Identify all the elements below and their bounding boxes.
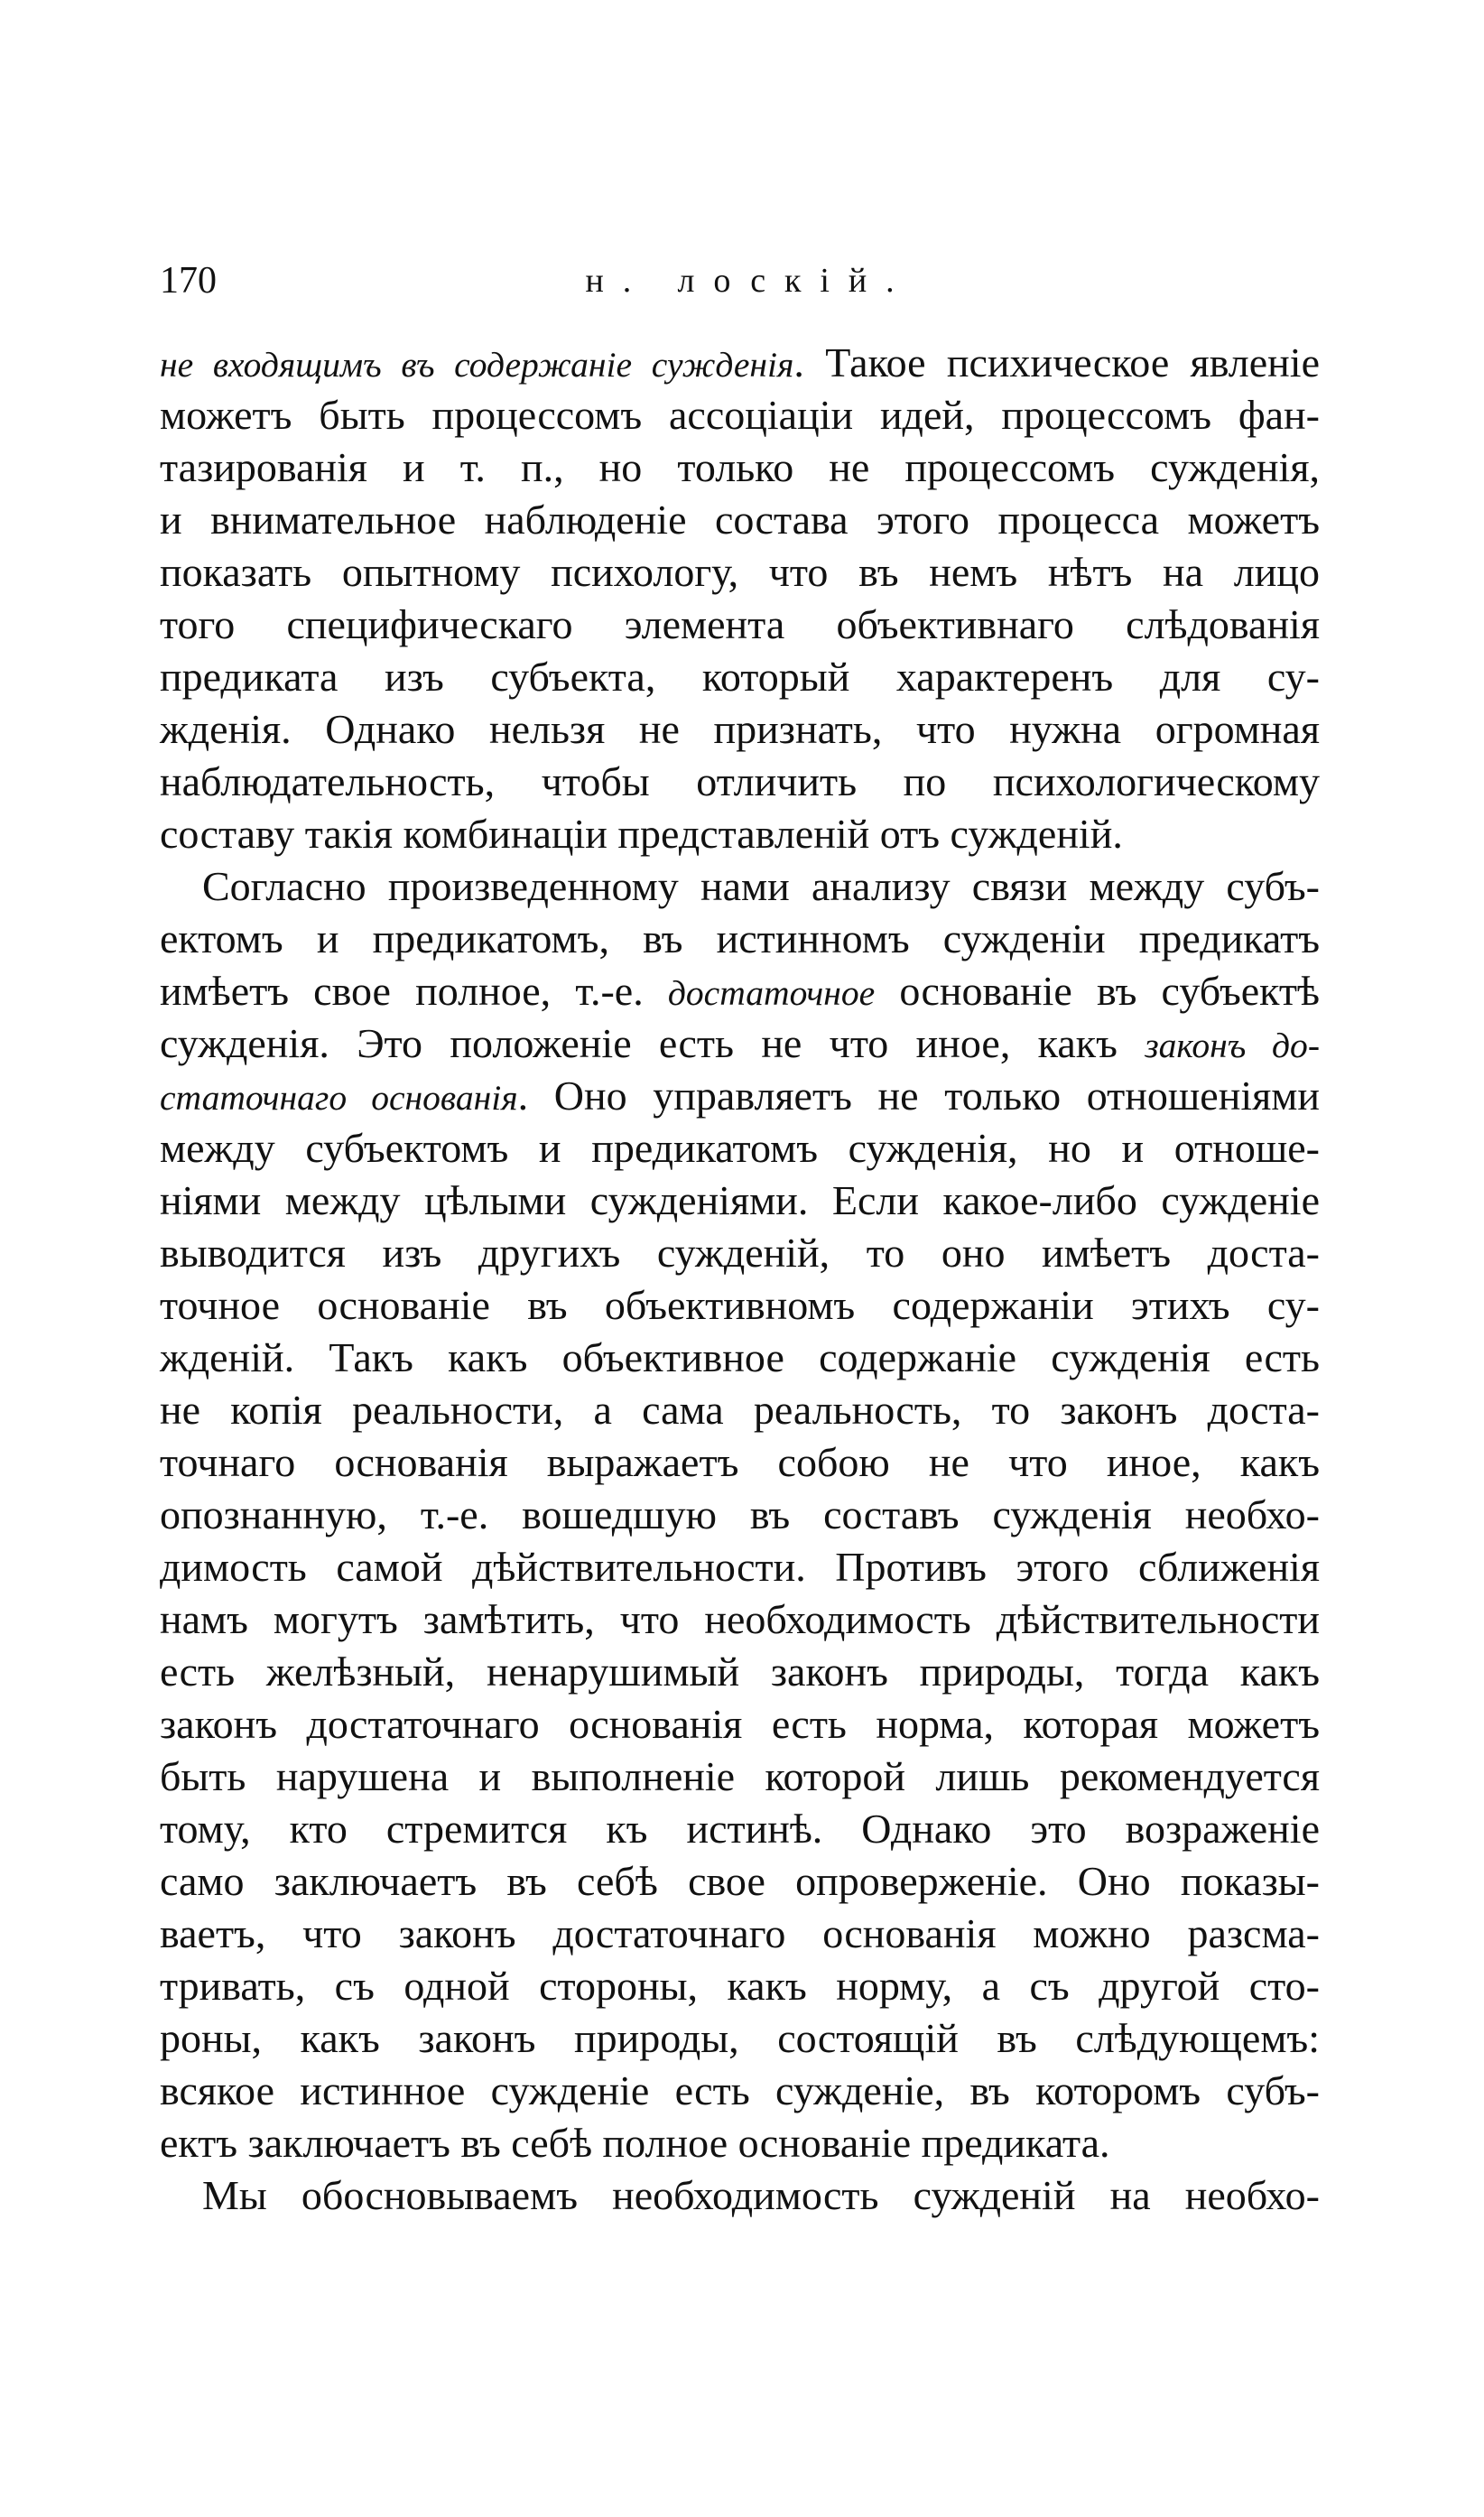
text-line [160, 1698, 1320, 1751]
text-segment: точное основаніе въ объективномъ содержаніи этихъ су- [160, 1282, 1320, 1328]
italic-text: законъ до- [1145, 1026, 1320, 1065]
text-line [160, 2065, 1320, 2117]
text-segment: жденій. Такъ какъ объективное содержаніе сужденія есть [160, 1334, 1320, 1380]
text-segment: тому, кто стремится къ истинѣ. Однако это возраженіе [160, 1806, 1320, 1852]
text-line [160, 808, 1320, 860]
italic-text: достаточное [667, 973, 876, 1013]
text-segment: можетъ быть процессомъ ассоціаціи идей, процессомъ фан- [160, 392, 1320, 438]
text-segment: ектъ заключаетъ въ себѣ полное основаніе предиката. [160, 2120, 1110, 2166]
text-line [160, 1541, 1320, 1593]
text-line [160, 860, 1320, 913]
text-segment: тривать, съ одной стороны, какъ норму, а съ другой сто- [160, 1963, 1320, 2009]
text-segment: точнаго основанія выражаетъ собою не что иное, какъ [160, 1439, 1320, 1485]
text-segment: роны, какъ законъ природы, состоящій въ слѣдующемъ: [160, 2015, 1320, 2061]
italic-text: не входящимъ въ содержаніе сужденія [160, 345, 794, 385]
text-line [160, 1332, 1320, 1384]
text-line [160, 1070, 1320, 1122]
text-segment: того специфическаго элемента объективнаго слѣдованія [160, 601, 1320, 647]
text-line [160, 1279, 1320, 1332]
text-segment: показать опытному психологу, что въ немъ нѣтъ на лицо [160, 549, 1320, 595]
text-line [160, 1227, 1320, 1279]
text-line [160, 1017, 1320, 1070]
text-segment: и внимательное наблюденіе состава этого процесса можетъ [160, 497, 1320, 543]
text-line [160, 494, 1320, 546]
text-segment: всякое истинное сужденіе есть сужденіе, въ которомъ субъ- [160, 2067, 1320, 2113]
text-line [160, 1175, 1320, 1227]
text-segment: быть нарушена и выполненіе которой лишь рекомендуется [160, 1753, 1320, 1799]
text-line [160, 965, 1320, 1017]
text-segment: предиката изъ субъекта, который характеренъ для су- [160, 654, 1320, 700]
text-segment: Мы обосновываемъ необходимость сужденій на необхо- [202, 2172, 1320, 2218]
text-line [160, 1803, 1320, 1855]
italic-text: статочнаго основанія [160, 1078, 518, 1118]
text-segment: тазированія и т. п., но только не процессомъ сужденія, [160, 444, 1320, 490]
text-segment: опознанную, т.-е. вошедшую въ составъ сужденія необхо- [160, 1491, 1320, 1537]
text-line [160, 599, 1320, 651]
text-line [160, 1436, 1320, 1489]
text-segment: ектомъ и предикатомъ, въ истинномъ сужденіи предикатъ [160, 915, 1320, 961]
text-line [160, 1593, 1320, 1646]
text-line [160, 1646, 1320, 1698]
text-segment: само заключаетъ въ себѣ свое опроверженіе. Оно показы- [160, 1858, 1320, 1904]
text-line [160, 1960, 1320, 2012]
text-segment: составу такія комбинаціи представленій отъ сужденій. [160, 811, 1123, 857]
text-line [160, 1855, 1320, 1908]
text-segment: выводится изъ другихъ сужденій, то оно имѣетъ доста- [160, 1230, 1320, 1276]
text-segment: имѣетъ свое полное, т.-е. [160, 968, 668, 1014]
text-segment: сужденія. Это положеніе есть не что иное, какъ [160, 1020, 1145, 1066]
text-segment: наблюдательность, чтобы отличить по психологическому [160, 758, 1320, 804]
text-line [160, 441, 1320, 494]
text-line [160, 1489, 1320, 1541]
text-segment: . Такое психическое явленіе [793, 339, 1320, 385]
text-segment: намъ могутъ замѣтить, что необходимость дѣйствительности [160, 1596, 1320, 1642]
page-number: 170 [160, 260, 217, 302]
text-segment: не копія реальности, а сама реальность, то законъ доста- [160, 1387, 1320, 1433]
text-line [160, 1751, 1320, 1803]
text-line [160, 389, 1320, 441]
text-line [160, 337, 1320, 389]
text-line [160, 1384, 1320, 1436]
text-line [160, 703, 1320, 756]
text-line [160, 2117, 1320, 2169]
body-text [160, 337, 1320, 2222]
text-segment: ваетъ, что законъ достаточнаго основанія можно разсма- [160, 1910, 1320, 1956]
text-segment: . Оно управляетъ не только отношеніями [517, 1073, 1320, 1119]
text-segment: жденія. Однако нельзя не признать, что нужна огромная [160, 706, 1320, 752]
running-head: н. лоскій. [585, 262, 914, 300]
text-line [160, 651, 1320, 703]
text-segment: димость самой дѣйствительности. Противъ этого сближенія [160, 1544, 1320, 1590]
text-segment: есть желѣзный, ненарушимый законъ природы, тогда какъ [160, 1649, 1320, 1695]
text-line [160, 2169, 1320, 2222]
text-line [160, 1122, 1320, 1175]
text-line [160, 546, 1320, 599]
text-segment: ніями между цѣлыми сужденіями. Если какое-либо сужденіе [160, 1177, 1320, 1223]
text-segment: Согласно произведенному нами анализу связи между субъ- [202, 863, 1320, 909]
text-line [160, 913, 1320, 965]
text-line [160, 756, 1320, 808]
text-segment: основаніе въ субъектѣ [875, 968, 1320, 1014]
text-segment: между субъектомъ и предикатомъ сужденія, но и отноше- [160, 1125, 1320, 1171]
text-line [160, 1908, 1320, 1960]
text-segment: законъ достаточнаго основанія есть норма, которая можетъ [160, 1701, 1320, 1747]
text-line [160, 2012, 1320, 2065]
